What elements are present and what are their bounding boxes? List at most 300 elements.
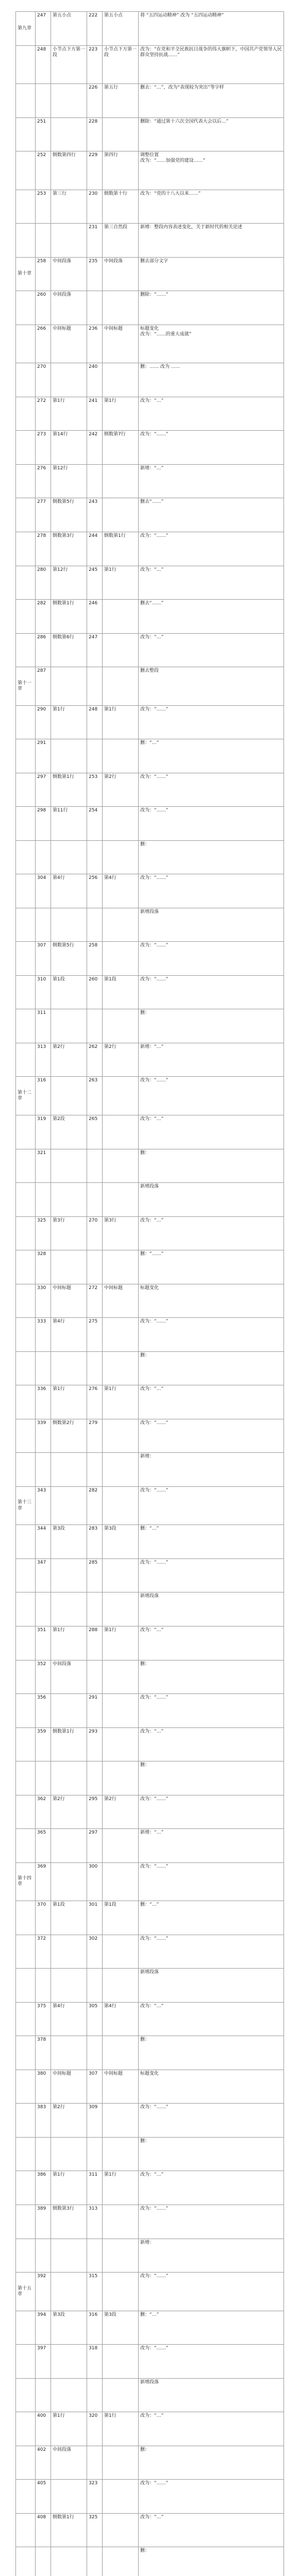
old-page-cell: 290 xyxy=(36,705,51,739)
old-page-cell: 336 xyxy=(36,1385,51,1419)
old-position-cell xyxy=(51,1351,87,1385)
change-cell: 改为：“……” xyxy=(139,1318,284,1352)
change-cell: 改为：“……” xyxy=(139,874,284,908)
revision-table xyxy=(15,11,284,2576)
old-position-cell: 第4行 xyxy=(51,1318,87,1352)
table-row xyxy=(16,2036,284,2070)
old-page-cell: 251 xyxy=(36,117,51,151)
change-cell: 改为：“……” xyxy=(139,1694,284,1728)
old-page-cell: 394 xyxy=(36,2311,51,2345)
old-page-cell: 389 xyxy=(36,2205,51,2239)
new-position-cell: 中间段落 xyxy=(103,257,139,291)
table-row xyxy=(16,2137,284,2171)
table-row xyxy=(16,908,284,942)
change-cell: 删去部分文字 xyxy=(139,257,284,291)
change-cell: 删去“……” xyxy=(139,498,284,532)
old-page-cell: 276 xyxy=(36,464,51,498)
table-row xyxy=(16,1183,284,1217)
old-page-cell: 313 xyxy=(36,1043,51,1077)
change-cell: 改为：“……” xyxy=(139,431,284,465)
change-cell: 改为：“……” xyxy=(139,1486,284,1525)
chapter-cell xyxy=(16,2311,36,2345)
old-position-cell xyxy=(51,1183,87,1217)
new-page-cell: 262 xyxy=(87,1043,103,1077)
old-page-cell: 260 xyxy=(36,291,51,325)
new-position-cell: 第1行 xyxy=(103,705,139,739)
table-row xyxy=(16,1250,284,1284)
table-row xyxy=(16,1419,284,1453)
new-position-cell: 小节点下方第一段 xyxy=(103,45,139,84)
new-position-cell xyxy=(103,1453,139,1487)
chapter-cell xyxy=(16,151,36,190)
chapter-cell xyxy=(16,84,36,118)
chapter-cell xyxy=(16,1592,36,1626)
old-page-cell: 378 xyxy=(36,2036,51,2070)
table-row xyxy=(16,12,284,46)
old-position-cell xyxy=(51,1829,87,1863)
table-row xyxy=(16,1525,284,1559)
change-cell: 改为：“…” xyxy=(139,2171,284,2205)
chapter-cell xyxy=(16,1795,36,1829)
change-cell: 改为：“…” xyxy=(139,1626,284,1660)
new-position-cell: 第3段 xyxy=(103,2311,139,2345)
new-page-cell: 236 xyxy=(87,325,103,363)
chapter-cell xyxy=(16,1183,36,1217)
new-page-cell: 293 xyxy=(87,1727,103,1761)
new-position-cell: 第4行 xyxy=(103,874,139,908)
old-page-cell xyxy=(36,1761,51,1795)
new-page-cell xyxy=(87,1453,103,1487)
old-page-cell: 328 xyxy=(36,1250,51,1284)
old-position-cell: 中间标题 xyxy=(51,2070,87,2104)
old-position-cell: 第2行 xyxy=(51,1043,87,1077)
old-page-cell: 297 xyxy=(36,773,51,807)
new-page-cell: 242 xyxy=(87,431,103,465)
table-row xyxy=(16,224,284,258)
table-row xyxy=(16,2480,284,2514)
old-page-cell xyxy=(36,2378,51,2412)
new-page-cell xyxy=(87,1149,103,1183)
old-position-cell xyxy=(51,667,87,706)
new-page-cell: 235 xyxy=(87,257,103,291)
new-position-cell: 第五行 xyxy=(103,84,139,118)
change-cell: 改为：“……” xyxy=(139,807,284,841)
table-row xyxy=(16,739,284,773)
old-page-cell: 258 xyxy=(36,257,51,291)
new-position-cell: 第三自然段 xyxy=(103,224,139,258)
chapter-cell xyxy=(16,397,36,431)
table-row xyxy=(16,431,284,465)
old-page-cell: 291 xyxy=(36,739,51,773)
table-row xyxy=(16,1660,284,1694)
change-cell: 改为：“…” xyxy=(139,2412,284,2446)
change-cell: 新增段落 xyxy=(139,1183,284,1217)
old-position-cell: 第1段 xyxy=(51,1901,87,1935)
new-page-cell: 247 xyxy=(87,633,103,667)
table-row xyxy=(16,667,284,706)
old-page-cell: 375 xyxy=(36,2002,51,2036)
new-page-cell: 228 xyxy=(87,117,103,151)
chapter-cell xyxy=(16,633,36,667)
table-row xyxy=(16,464,284,498)
change-cell: 删：…… 改为 …… xyxy=(139,363,284,397)
old-position-cell: 第2行 xyxy=(51,1795,87,1829)
old-page-cell xyxy=(36,2547,51,2576)
chapter-cell xyxy=(16,1250,36,1284)
old-page-cell xyxy=(36,1351,51,1385)
old-position-cell xyxy=(51,2239,87,2273)
old-page-cell: 286 xyxy=(36,633,51,667)
new-page-cell xyxy=(87,2378,103,2412)
old-page-cell xyxy=(36,908,51,942)
change-cell: 改为：“……” xyxy=(139,2205,284,2239)
table-row xyxy=(16,1043,284,1077)
old-page-cell: 383 xyxy=(36,2104,51,2138)
new-page-cell: 275 xyxy=(87,1318,103,1352)
chapter-cell xyxy=(16,464,36,498)
new-page-cell: 300 xyxy=(87,1862,103,1901)
table-row xyxy=(16,1829,284,1863)
chapter-cell xyxy=(16,1525,36,1559)
change-cell: 改为：“……” xyxy=(139,975,284,1009)
old-page-cell: 405 xyxy=(36,2480,51,2514)
chapter-cell: 第十二章 xyxy=(16,1077,36,1115)
chapter-cell: 第十章 xyxy=(16,257,36,291)
table-row xyxy=(16,1935,284,1969)
new-page-cell: 301 xyxy=(87,1901,103,1935)
old-position-cell: 第1行 xyxy=(51,397,87,431)
table-row xyxy=(16,1351,284,1385)
new-position-cell xyxy=(103,363,139,397)
old-page-cell: 362 xyxy=(36,1795,51,1829)
chapter-cell xyxy=(16,2137,36,2171)
chapter-cell: 第九章 xyxy=(16,12,36,46)
table-row xyxy=(16,600,284,634)
new-page-cell: 325 xyxy=(87,2513,103,2547)
change-cell: 删去：“…”，改为“表现较为突出”等字样 xyxy=(139,84,284,118)
old-page-cell: 298 xyxy=(36,807,51,841)
table-row xyxy=(16,773,284,807)
change-cell: 改为：“…” xyxy=(139,2513,284,2547)
chapter-cell xyxy=(16,2513,36,2547)
old-position-cell xyxy=(51,2345,87,2379)
change-cell: 改为：“……” xyxy=(139,705,284,739)
table-row xyxy=(16,1385,284,1419)
change-cell: 新增段落 xyxy=(139,2378,284,2412)
new-position-cell: 第1行 xyxy=(103,2171,139,2205)
new-page-cell: 230 xyxy=(87,190,103,224)
old-position-cell: 倒数第5行 xyxy=(51,498,87,532)
table-row xyxy=(16,45,284,84)
old-position-cell: 倒数第6行 xyxy=(51,633,87,667)
old-position-cell xyxy=(51,2480,87,2514)
old-position-cell: 倒数第2行 xyxy=(51,1419,87,1453)
new-position-cell xyxy=(103,1149,139,1183)
change-cell: 删：“……” xyxy=(139,1250,284,1284)
new-page-cell: 285 xyxy=(87,1558,103,1592)
new-page-cell xyxy=(87,2137,103,2171)
change-cell: 新增段落 xyxy=(139,1592,284,1626)
old-position-cell: 第4行 xyxy=(51,874,87,908)
old-position-cell: 第五小点 xyxy=(51,12,87,46)
chapter-cell xyxy=(16,1149,36,1183)
old-position-cell: 中间段落 xyxy=(51,257,87,291)
new-position-cell: 中间标题 xyxy=(103,1284,139,1318)
old-position-cell: 中间标题 xyxy=(51,325,87,363)
table-row xyxy=(16,942,284,976)
old-page-cell: 408 xyxy=(36,2513,51,2547)
table-row xyxy=(16,1486,284,1525)
old-position-cell: 第3段 xyxy=(51,2311,87,2345)
chapter-cell xyxy=(16,1901,36,1935)
chapter-cell xyxy=(16,908,36,942)
old-position-cell xyxy=(51,1486,87,1525)
old-position-cell: 倒数第1行 xyxy=(51,773,87,807)
table-row xyxy=(16,1592,284,1626)
table-row xyxy=(16,2446,284,2480)
change-cell: 删去“……” xyxy=(139,600,284,634)
old-page-cell: 397 xyxy=(36,2345,51,2379)
change-cell: 标题变化 xyxy=(139,2070,284,2104)
chapter-cell xyxy=(16,1694,36,1728)
new-page-cell: 223 xyxy=(87,45,103,84)
table-row xyxy=(16,1558,284,1592)
change-cell: 改为：“……” xyxy=(139,1558,284,1592)
new-page-cell: 222 xyxy=(87,12,103,46)
chapter-cell xyxy=(16,2002,36,2036)
change-cell: 删： xyxy=(139,1660,284,1694)
chapter-cell xyxy=(16,1318,36,1352)
new-page-cell: 229 xyxy=(87,151,103,190)
new-position-cell: 第2行 xyxy=(103,1795,139,1829)
table-row xyxy=(16,2378,284,2412)
old-position-cell xyxy=(51,1935,87,1969)
old-page-cell: 347 xyxy=(36,1558,51,1592)
table-row xyxy=(16,1761,284,1795)
change-cell: 删： xyxy=(139,2137,284,2171)
new-page-cell xyxy=(87,1660,103,1694)
table-row xyxy=(16,807,284,841)
new-position-cell xyxy=(103,2480,139,2514)
change-cell: 删： xyxy=(139,1351,284,1385)
new-position-cell xyxy=(103,2137,139,2171)
old-page-cell: 278 xyxy=(36,532,51,566)
change-cell: 改为：“……” xyxy=(139,1419,284,1453)
old-position-cell: 第三行 xyxy=(51,190,87,224)
old-position-cell: 中间段落 xyxy=(51,291,87,325)
old-page-cell xyxy=(36,1453,51,1487)
new-position-cell xyxy=(103,600,139,634)
old-position-cell: 第1行 xyxy=(51,705,87,739)
table-row xyxy=(16,1862,284,1901)
table-row xyxy=(16,397,284,431)
change-cell: 改为：“……” xyxy=(139,2104,284,2138)
old-position-cell xyxy=(51,224,87,258)
old-page-cell: 316 xyxy=(36,1077,51,1115)
new-page-cell: 231 xyxy=(87,224,103,258)
old-position-cell xyxy=(51,1558,87,1592)
new-page-cell xyxy=(87,2547,103,2576)
new-page-cell: 302 xyxy=(87,1935,103,1969)
old-position-cell xyxy=(51,1592,87,1626)
new-page-cell: 316 xyxy=(87,2311,103,2345)
new-position-cell: 第2行 xyxy=(103,773,139,807)
old-page-cell: 325 xyxy=(36,1216,51,1250)
table-row xyxy=(16,2239,284,2273)
old-page-cell: 253 xyxy=(36,190,51,224)
old-page-cell xyxy=(36,840,51,874)
new-page-cell: 245 xyxy=(87,566,103,600)
new-position-cell xyxy=(103,1183,139,1217)
old-position-cell: 倒数第5行 xyxy=(51,942,87,976)
new-position-cell xyxy=(103,807,139,841)
old-position-cell xyxy=(51,117,87,151)
change-cell: 改为：“……” xyxy=(139,773,284,807)
new-page-cell xyxy=(87,1183,103,1217)
chapter-cell xyxy=(16,1043,36,1077)
new-position-cell xyxy=(103,942,139,976)
old-position-cell xyxy=(51,1761,87,1795)
change-cell: 新增段落 xyxy=(139,1969,284,2003)
table-row xyxy=(16,2311,284,2345)
new-position-cell: 中间标题 xyxy=(103,325,139,363)
chapter-cell xyxy=(16,2547,36,2576)
chapter-cell xyxy=(16,840,36,874)
chapter-cell xyxy=(16,1969,36,2003)
change-cell: 删： xyxy=(139,2446,284,2480)
change-cell: 删：“…” xyxy=(139,739,284,773)
change-cell: 将 “五四运动精神” 改为 “五四运动精神” xyxy=(139,12,284,46)
old-position-cell xyxy=(51,908,87,942)
new-page-cell: 279 xyxy=(87,1419,103,1453)
table-row xyxy=(16,1694,284,1728)
old-page-cell: 351 xyxy=(36,1626,51,1660)
old-page-cell: 344 xyxy=(36,1525,51,1559)
change-cell: 删： xyxy=(139,1149,284,1183)
old-page-cell: 319 xyxy=(36,1115,51,1149)
table-row xyxy=(16,2070,284,2104)
old-position-cell: 第2段 xyxy=(51,1115,87,1149)
change-cell: 改为：“…” xyxy=(139,566,284,600)
old-position-cell xyxy=(51,1694,87,1728)
new-position-cell xyxy=(103,291,139,325)
new-position-cell xyxy=(103,1862,139,1901)
new-page-cell: 253 xyxy=(87,773,103,807)
chapter-cell xyxy=(16,1660,36,1694)
table-row xyxy=(16,151,284,190)
new-position-cell: 第四行 xyxy=(103,151,139,190)
new-position-cell xyxy=(103,1077,139,1115)
table-row xyxy=(16,2273,284,2311)
new-position-cell xyxy=(103,2378,139,2412)
change-cell: 标题变化 改为：“……的重大成就” xyxy=(139,325,284,363)
change-cell: 新增： xyxy=(139,2239,284,2273)
new-page-cell: 309 xyxy=(87,2104,103,2138)
old-page-cell: 272 xyxy=(36,397,51,431)
old-page-cell: 282 xyxy=(36,600,51,634)
old-position-cell: 第4行 xyxy=(51,2002,87,2036)
change-cell: 删： xyxy=(139,840,284,874)
old-position-cell xyxy=(51,1969,87,2003)
old-page-cell xyxy=(36,1183,51,1217)
old-position-cell xyxy=(51,2137,87,2171)
new-page-cell xyxy=(87,908,103,942)
old-position-cell: 中间段落 xyxy=(51,2446,87,2480)
old-page-cell xyxy=(36,84,51,118)
new-page-cell xyxy=(87,291,103,325)
table-row xyxy=(16,190,284,224)
old-position-cell xyxy=(51,1077,87,1115)
table-row xyxy=(16,1216,284,1250)
new-page-cell: 318 xyxy=(87,2345,103,2379)
new-page-cell: 272 xyxy=(87,1284,103,1318)
old-page-cell: 311 xyxy=(36,1009,51,1043)
old-page-cell: 247 xyxy=(36,12,51,46)
new-page-cell: 240 xyxy=(87,363,103,397)
new-position-cell: 第3段 xyxy=(103,1525,139,1559)
new-position-cell: 第1段 xyxy=(103,1901,139,1935)
table-row xyxy=(16,1115,284,1149)
new-page-cell: 297 xyxy=(87,1829,103,1863)
new-position-cell xyxy=(103,1694,139,1728)
table-row xyxy=(16,1009,284,1043)
change-cell: 新增段落 xyxy=(139,908,284,942)
new-position-cell: 第1行 xyxy=(103,1385,139,1419)
old-position-cell: 小节点下方第一段 xyxy=(51,45,87,84)
new-page-cell: 246 xyxy=(87,600,103,634)
old-page-cell: 307 xyxy=(36,942,51,976)
table-row xyxy=(16,633,284,667)
old-page-cell: 369 xyxy=(36,1862,51,1901)
old-page-cell: 402 xyxy=(36,2446,51,2480)
new-page-cell: 276 xyxy=(87,1385,103,1419)
old-position-cell: 第3行 xyxy=(51,1216,87,1250)
old-position-cell xyxy=(51,739,87,773)
old-page-cell: 370 xyxy=(36,1901,51,1935)
new-position-cell: 第五小点 xyxy=(103,12,139,46)
chapter-cell xyxy=(16,2070,36,2104)
change-cell: 删： xyxy=(139,1009,284,1043)
new-position-cell xyxy=(103,667,139,706)
chapter-cell xyxy=(16,874,36,908)
new-page-cell: 295 xyxy=(87,1795,103,1829)
new-page-cell: 226 xyxy=(87,84,103,118)
old-page-cell: 359 xyxy=(36,1727,51,1761)
chapter-cell: 第十三章 xyxy=(16,1486,36,1525)
chapter-cell xyxy=(16,2378,36,2412)
chapter-cell xyxy=(16,1385,36,1419)
old-position-cell xyxy=(51,1862,87,1901)
new-position-cell xyxy=(103,840,139,874)
chapter-cell xyxy=(16,942,36,976)
table-row xyxy=(16,84,284,118)
new-page-cell xyxy=(87,1009,103,1043)
new-page-cell: 248 xyxy=(87,705,103,739)
chapter-cell xyxy=(16,600,36,634)
old-page-cell: 365 xyxy=(36,1829,51,1863)
old-position-cell xyxy=(51,2378,87,2412)
new-position-cell: 第1行 xyxy=(103,397,139,431)
chapter-cell xyxy=(16,2480,36,2514)
chapter-cell xyxy=(16,532,36,566)
old-position-cell: 倒数第1行 xyxy=(51,1727,87,1761)
old-page-cell: 392 xyxy=(36,2273,51,2311)
chapter-cell xyxy=(16,363,36,397)
change-cell: 改为：“……” xyxy=(139,1077,284,1115)
old-position-cell: 第11行 xyxy=(51,807,87,841)
table-row xyxy=(16,2513,284,2547)
old-page-cell: 252 xyxy=(36,151,51,190)
